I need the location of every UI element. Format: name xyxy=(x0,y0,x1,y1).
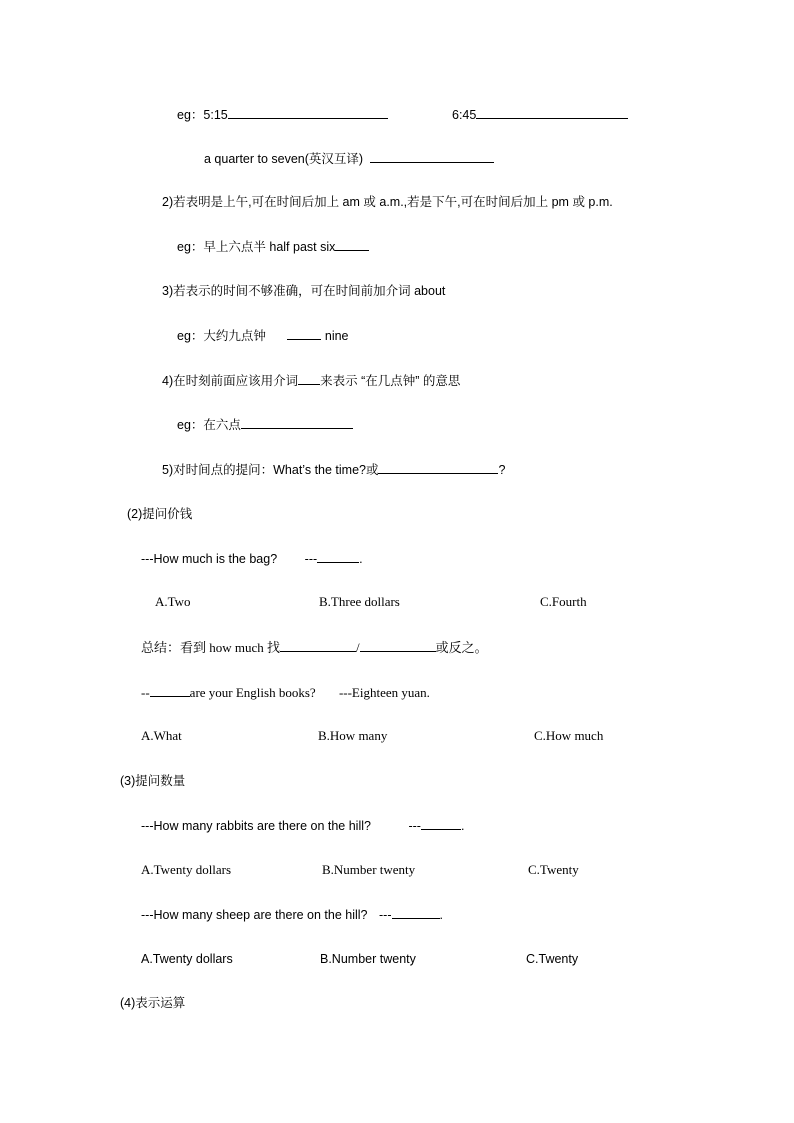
q2-text: are your English books? xyxy=(189,685,316,700)
option-c[interactable]: C.Twenty xyxy=(526,952,579,966)
rule4-a: 4)在时刻前面应该用介词 xyxy=(162,374,299,388)
answer-blank[interactable] xyxy=(370,150,494,163)
answer-blank[interactable] xyxy=(150,684,190,697)
q2-prefix: -- xyxy=(141,685,150,700)
section-heading-quantity: (3)提问数量 xyxy=(120,774,186,788)
eg-translate-line xyxy=(204,150,494,167)
answer-blank[interactable] xyxy=(476,106,628,119)
option-b[interactable]: B.How many xyxy=(318,728,388,743)
option-b[interactable]: B.Number twenty xyxy=(322,862,416,877)
rule-2: 2)若表明是上午,可在时间后加上 am 或 a.m.,若是下午,可在时间后加上 pm 或 p.m. xyxy=(162,195,613,209)
eg-3-line xyxy=(177,327,349,344)
eg1-c-text: a quarter to seven(英汉互译) xyxy=(204,152,364,166)
quantity-q2-options xyxy=(0,951,794,967)
option-a[interactable]: A.Two xyxy=(155,594,191,609)
answer-prefix: --- xyxy=(408,819,421,833)
answer-blank[interactable] xyxy=(317,550,359,563)
answer-blank[interactable] xyxy=(287,327,321,340)
answer-blank[interactable] xyxy=(280,639,356,652)
option-c[interactable]: C.Twenty xyxy=(528,862,579,877)
answer-blank[interactable] xyxy=(298,372,320,385)
option-a[interactable]: A.What xyxy=(141,728,182,743)
eg3-suffix: nine xyxy=(324,329,349,343)
summary-b: / xyxy=(356,640,360,655)
quantity-question-2 xyxy=(141,906,443,923)
quantity-q1-options xyxy=(0,862,794,878)
eg3-prefix: eg：大约九点钟 xyxy=(177,329,266,343)
answer-blank[interactable] xyxy=(335,238,369,251)
price-summary xyxy=(141,639,488,656)
answer-suffix: . xyxy=(439,908,443,922)
option-c[interactable]: C.How much xyxy=(534,728,604,743)
eg2-text: eg：早上六点半 half past six xyxy=(177,240,336,254)
option-b[interactable]: B.Number twenty xyxy=(320,952,416,966)
eg1-b-label: 6:45 xyxy=(452,108,477,122)
q2-answer: ---Eighteen yuan. xyxy=(338,685,430,700)
price-q2-options xyxy=(0,728,794,744)
eg4-text: eg：在六点 xyxy=(177,418,241,432)
eg-4-line xyxy=(177,416,353,433)
eg-time-line-b xyxy=(452,106,628,123)
answer-prefix: --- xyxy=(304,552,318,566)
answer-blank[interactable] xyxy=(360,639,436,652)
option-b[interactable]: B.Three dollars xyxy=(319,594,400,609)
option-a[interactable]: A.Twenty dollars xyxy=(141,862,232,877)
eg-2-line xyxy=(177,238,369,255)
answer-suffix: . xyxy=(359,552,363,566)
option-a[interactable]: A.Twenty dollars xyxy=(141,952,233,966)
section-heading-operation: (4)表示运算 xyxy=(120,996,186,1010)
option-c[interactable]: C.Fourth xyxy=(540,594,587,609)
rule-4-line xyxy=(162,372,460,389)
section-heading-price: (2)提问价钱 xyxy=(127,507,193,521)
rule4-b: 来表示 “在几点钟” 的意思 xyxy=(320,374,461,388)
rule5-a: 5)对时间点的提问：What’s the time?或 xyxy=(162,463,379,477)
q-text: ---How much is the bag? xyxy=(141,552,278,566)
rule-3: 3)若表示的时间不够准确，可在时间前加介词 about xyxy=(162,284,446,298)
rule5-b: ? xyxy=(498,463,506,477)
answer-suffix: . xyxy=(460,819,465,833)
answer-prefix: --- xyxy=(379,908,392,922)
answer-blank[interactable] xyxy=(241,416,353,429)
eg1-prefix: eg：5:15 xyxy=(177,108,228,122)
answer-blank[interactable] xyxy=(421,817,461,830)
answer-blank[interactable] xyxy=(392,906,440,919)
price-q1-options xyxy=(0,594,794,610)
answer-blank[interactable] xyxy=(378,461,498,474)
answer-blank[interactable] xyxy=(228,106,388,119)
summary-c: 或反之。 xyxy=(435,640,488,655)
q-text: ---How many sheep are there on the hill? xyxy=(141,908,368,922)
q-text: ---How many rabbits are there on the hill? xyxy=(141,819,371,833)
price-question-1 xyxy=(141,550,363,567)
quantity-question-1 xyxy=(141,817,464,834)
eg-time-line xyxy=(177,106,388,123)
summary-a: 总结：看到 how much 找 xyxy=(141,640,281,655)
price-question-2 xyxy=(141,684,430,701)
rule-5-line xyxy=(162,461,505,478)
